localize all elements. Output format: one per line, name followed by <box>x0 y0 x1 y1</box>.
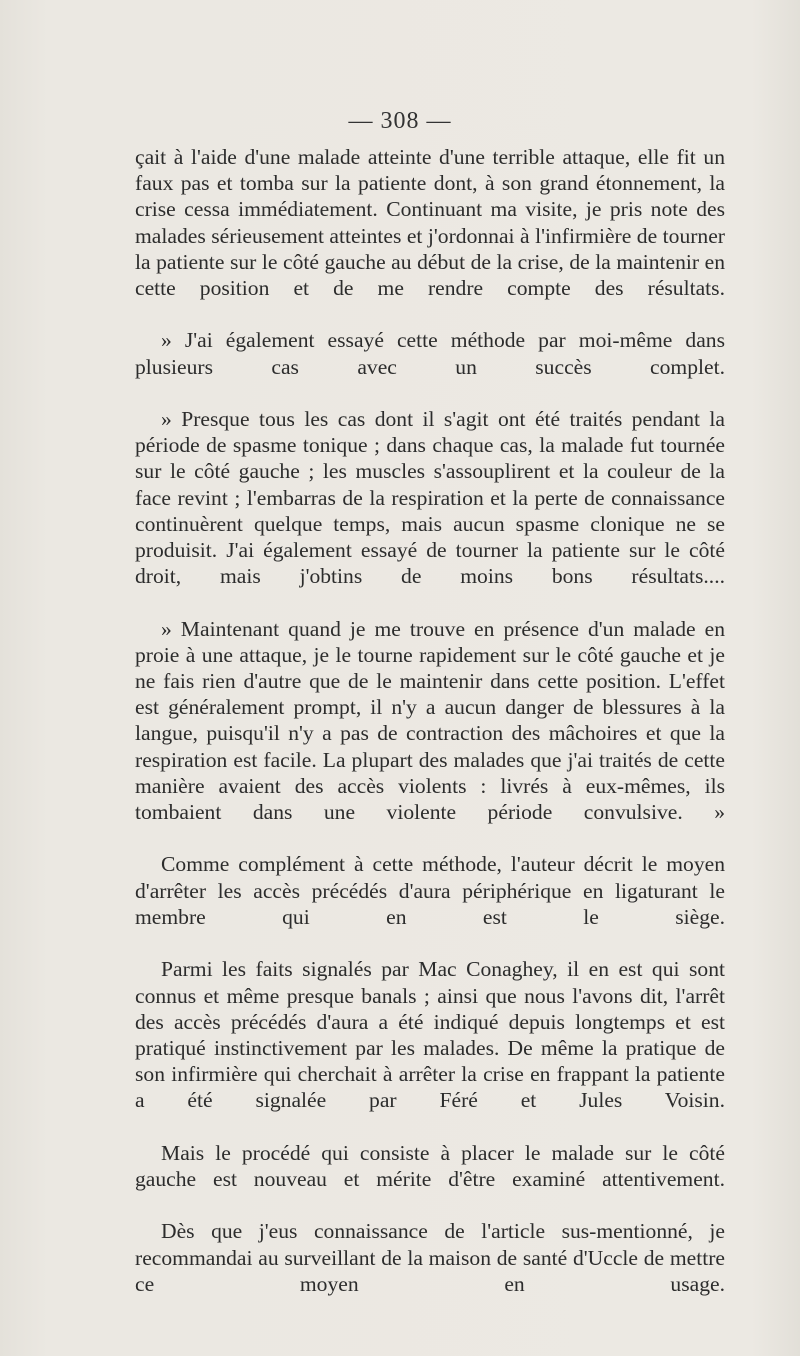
paragraph-4: » Maintenant quand je me trouve en présence d'un malade en proie à une attaque, je le tourne rapidement sur le côté gauche et je ne fais rien d'autre que de le maintenir dans cette position. L'effet est généralement prompt, il n'y a aucun danger de blessures à la langue, puisqu'il n'y a pas de contraction des mâchoires et que la respiration est facile. La plupart des malades que j'ai traités de cette manière avaient des accès violents : livrés à eux-mêmes, ils tombaient dans une violente période convulsive. » <box>135 616 725 825</box>
paragraph-6: Parmi les faits signalés par Mac Conaghey, il en est qui sont connus et même presque banals ; ainsi que nous l'avons dit, l'arrêt des accès précédés d'aura a été indiqué depuis longtemps et est pratiqué instinctivement par les malades. De même la pratique de son infirmière qui cherchait à arrêter la crise en frappant la patiente a été signalée par Féré et Jules Voisin. <box>135 957 725 1113</box>
page-number: — 308 — <box>348 108 452 134</box>
paragraph-5: Comme complément à cette méthode, l'auteur décrit le moyen d'arrêter les accès précédés d'aura périphérique en ligaturant le membre qui en est le siège. <box>135 852 725 929</box>
paragraph-1: çait à l'aide d'une malade atteinte d'une terrible attaque, elle fit un faux pas et tomba sur la patiente dont, à son grand étonnement, la crise cessa immédiatement. Continuant ma visite, je pris note des malades sérieusement atteintes et j'ordonnai à l'infirmière de tourner la patiente sur le côté gauche au début de la crise, de la maintenir en cette position et de me rendre compte des résultats. <box>135 145 725 301</box>
paragraph-3: » Presque tous les cas dont il s'agit ont été traités pendant la période de spasme tonique ; dans chaque cas, la malade fut tournée sur le côté gauche ; les muscles s'assouplirent et la couleur de la face revint ; l'embarras de la respiration et la perte de connaissance continuèrent quelque temps, mais aucun spasme clonique ne se produisit. J'ai également essayé de tourner la patiente sur le côté droit, mais j'obtins de moins bons résultats.... <box>135 407 725 589</box>
paragraph-7: Mais le procédé qui consiste à placer le malade sur le côté gauche est nouveau et mérite d'être examiné attentivement. <box>135 1140 725 1191</box>
paragraph-8: Dès que j'eus connaissance de l'article sus-mentionné, je recommandai au surveillant de la maison de santé d'Uccle de mettre ce moyen en usage. <box>135 1219 725 1296</box>
body-text <box>135 144 725 1323</box>
paragraph-2: » J'ai également essayé cette méthode par moi-même dans plusieurs cas avec un succès complet. <box>135 328 725 379</box>
